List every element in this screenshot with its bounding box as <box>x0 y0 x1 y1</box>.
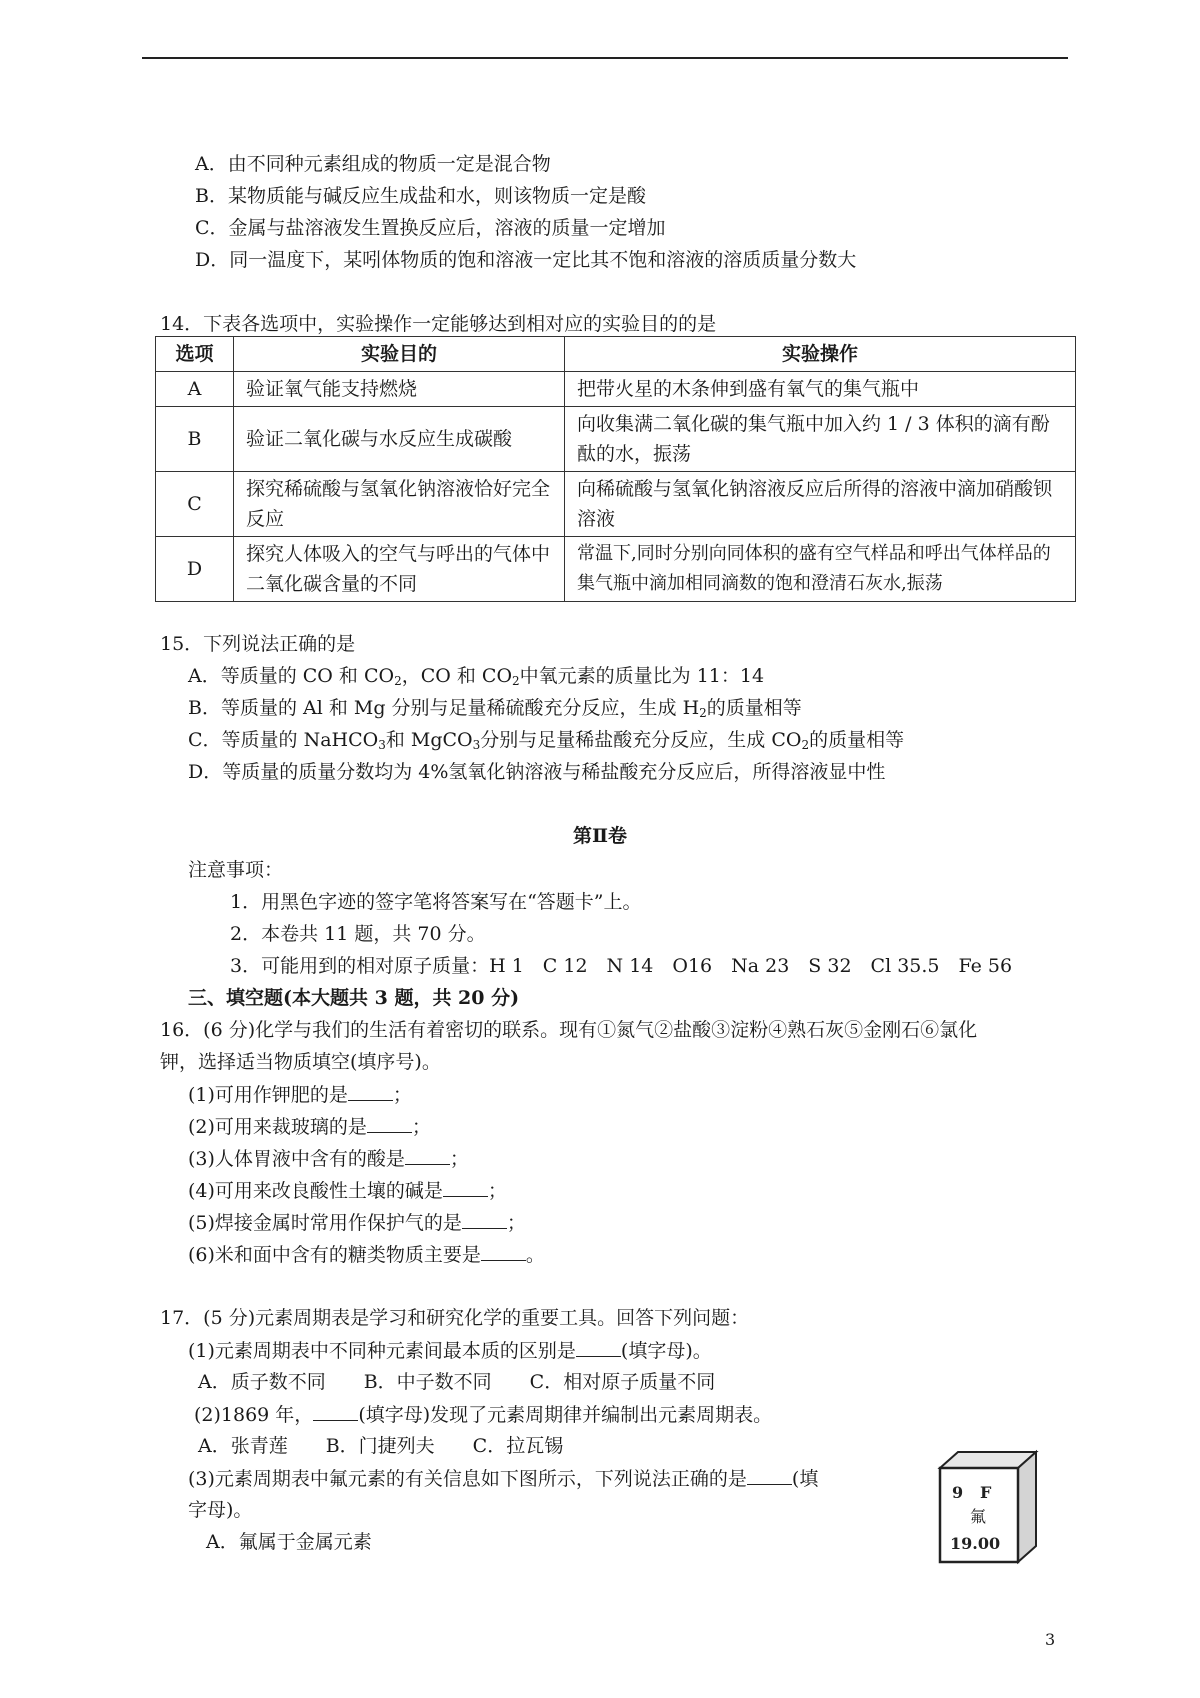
q17-part3-cont: 字母)。 <box>188 1499 253 1521</box>
q13-option-b: B．某物质能与碱反应生成盐和水，则该物质一定是酸 <box>195 185 646 207</box>
table-row <box>156 537 1076 602</box>
row-option: D <box>156 537 234 602</box>
notice-item: 2．本卷共 11 题，共 70 分。 <box>230 923 486 945</box>
notice-item: 1．用黑色字迹的签字笔将答案写在“答题卡”上。 <box>230 891 642 913</box>
table-row <box>156 472 1076 537</box>
q16-stem-line1: 16．(6 分)化学与我们的生活有着密切的联系。现有①氮气②盐酸③淀粉④熟石灰⑤金刚石⑥氯化 <box>160 1019 978 1041</box>
q17-part1: (1)元素周期表中不同种元素间最本质的区别是 (填字母)。 <box>188 1340 712 1362</box>
row-option: B <box>156 407 234 472</box>
q13-option-d: D．同一温度下，某吲体物质的饱和溶液一定比其不饱和溶液的溶质质量分数大 <box>195 249 857 271</box>
q17-part2: (2)1869 年， (填字母)发现了元素周期律并编制出元素周期表。 <box>194 1404 773 1426</box>
row-operation: 向收集满二氧化碳的集气瓶中加入约 1 / 3 体积的滴有酚酞的水，振荡 <box>565 407 1076 472</box>
element-symbol: F <box>980 1483 992 1502</box>
q15-option-a: A．等质量的 CO 和 $CO_2$，CO 和 $CO_2$中氧元素的质量比为 11：14 <box>188 665 765 688</box>
row-purpose: 探究人体吸入的空气与呼出的气体中二氧化碳含量的不同 <box>234 537 565 602</box>
row-operation: 向稀硫酸与氢氧化钠溶液反应后所得的溶液中滴加硝酸钡溶液 <box>565 472 1076 537</box>
notice-item: 3．可能用到的相对原子质量：H 1 C 12 N 14 O16 Na 23 S 32 Cl 35.5 Fe 56 <box>230 955 1013 977</box>
element-atomic-number: 9 <box>952 1483 964 1502</box>
row-operation: 把带火星的木条伸到盛有氧气的集气瓶中 <box>565 372 1076 407</box>
answer-blank[interactable] <box>747 1466 792 1485</box>
answer-blank[interactable] <box>443 1178 488 1197</box>
answer-blank[interactable] <box>367 1114 412 1133</box>
q17-part2-options: A．张青莲 B．门捷列夫 C．拉瓦锡 <box>198 1435 564 1457</box>
element-name: 氟 <box>970 1507 987 1526</box>
q16-item: (1)可用作钾肥的是 ； <box>188 1084 412 1106</box>
answer-blank[interactable] <box>405 1146 450 1165</box>
q16-stem-line2: 钾，选择适当物质填空(填序号)。 <box>160 1051 441 1073</box>
row-option: C <box>156 472 234 537</box>
row-purpose: 验证氧气能支持燃烧 <box>234 372 565 407</box>
q16-item: (2)可用来裁玻璃的是 ； <box>188 1116 431 1138</box>
q17-part1-options: A．质子数不同 B．中子数不同 C．相对原子质量不同 <box>198 1371 716 1393</box>
q15-option-d: D．等质量的质量分数均为 4%氢氧化钠溶液与稀盐酸充分反应后，所得溶液显中性 <box>188 761 886 783</box>
answer-blank[interactable] <box>576 1338 621 1357</box>
q13-option-c: C．金属与盐溶液发生置换反应后，溶液的质量一定增加 <box>195 217 666 239</box>
q15-option-b: B．等质量的 Al 和 Mg 分别与足量稀硫酸充分反应，生成 $H_2$的质量相等 <box>188 697 802 720</box>
row-purpose: 探究稀硫酸与氢氧化钠溶液恰好完全反应 <box>234 472 565 537</box>
answer-blank[interactable] <box>348 1082 393 1101</box>
answer-blank[interactable] <box>462 1210 507 1229</box>
q14-stem: 14．下表各选项中，实验操作一定能够达到相对应的实验目的的是 <box>160 313 717 335</box>
notice-heading: 注意事项： <box>188 859 284 881</box>
q15-stem: 15．下列说法正确的是 <box>160 633 356 655</box>
experiment-table <box>155 336 1076 602</box>
answer-blank[interactable] <box>481 1242 526 1261</box>
answer-blank[interactable] <box>313 1402 358 1421</box>
element-card-figure <box>932 1448 1042 1566</box>
part-heading: 三、填空题(本大题共 3 题，共 20 分) <box>188 987 520 1009</box>
q16-item: (6)米和面中含有的糖类物质主要是 。 <box>188 1244 545 1266</box>
q17-stem: 17．(5 分)元素周期表是学习和研究化学的重要工具。回答下列问题： <box>160 1307 750 1329</box>
header-purpose: 实验目的 <box>234 337 565 372</box>
q17-part3: (3)元素周期表中氟元素的有关信息如下图所示，下列说法正确的是 (填 <box>188 1468 819 1490</box>
page-number: 3 <box>1045 1630 1056 1649</box>
header-option: 选项 <box>156 337 234 372</box>
section-title: 第Ⅱ卷 <box>572 825 627 847</box>
element-atomic-mass: 19.00 <box>950 1534 1001 1553</box>
row-purpose: 验证二氧化碳与水反应生成碳酸 <box>234 407 565 472</box>
table-row <box>156 407 1076 472</box>
q16-item: (3)人体胃液中含有的酸是 ； <box>188 1148 469 1170</box>
row-operation: 常温下,同时分别向同体积的盛有空气样品和呼出气体样品的集气瓶中滴加相同滴数的饱和澄清石灰水,振荡 <box>565 537 1076 602</box>
table-header-row <box>156 337 1076 372</box>
header-rule <box>142 57 1068 59</box>
header-operation: 实验操作 <box>565 337 1076 372</box>
row-option: A <box>156 372 234 407</box>
q13-option-a: A．由不同种元素组成的物质一定是混合物 <box>195 153 551 175</box>
q15-option-c: C．等质量的 NaHCO$_3$和 MgCO$_3$分别与足量稀盐酸充分反应，生成 $CO_2$的质量相等 <box>188 729 905 752</box>
q16-item: (5)焊接金属时常用作保护气的是 ； <box>188 1212 526 1234</box>
q16-item: (4)可用来改良酸性土壤的碱是 ； <box>188 1180 507 1202</box>
table-row <box>156 372 1076 407</box>
q17-part3-option-a: A．氟属于金属元素 <box>206 1531 372 1553</box>
